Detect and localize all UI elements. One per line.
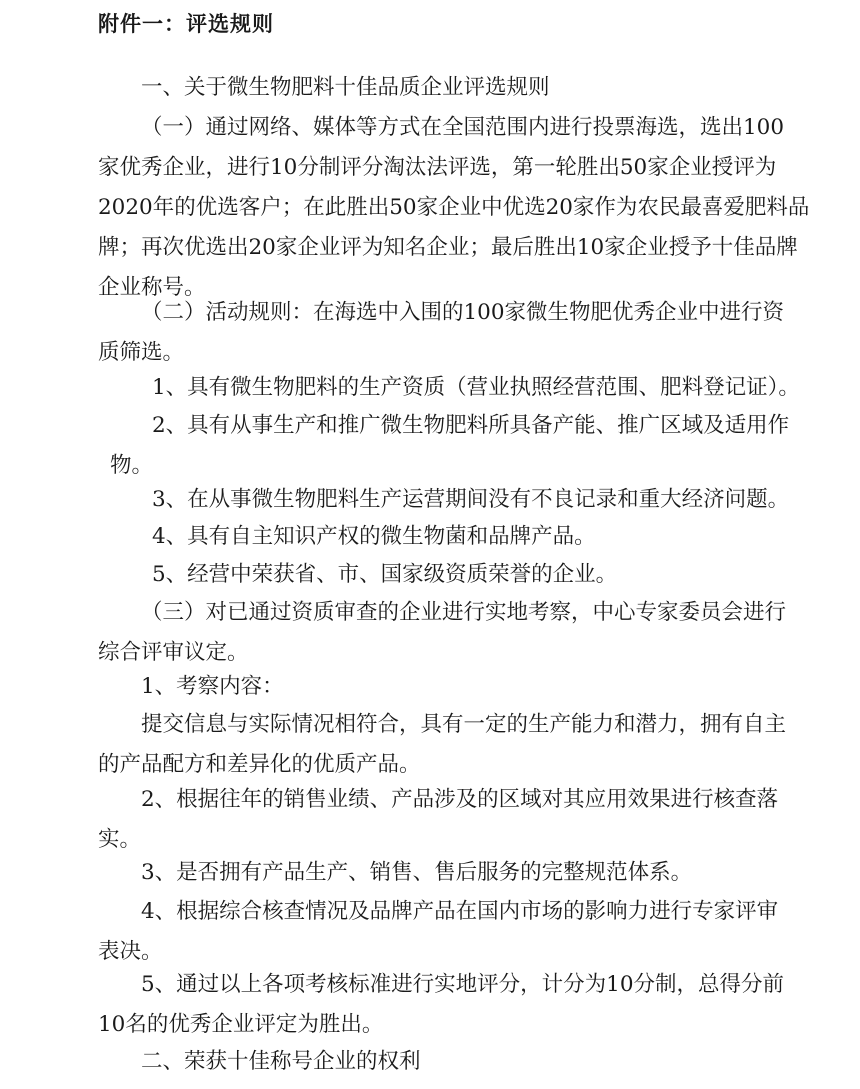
text-line: 1、考察内容： xyxy=(141,674,284,699)
text-line: 1、具有微生物肥料的生产资质（营业执照经营范围、肥料登记证）。 xyxy=(152,375,800,400)
paragraph xyxy=(98,293,798,373)
list-item xyxy=(98,965,798,1045)
text-line: （三）对已通过资质审查的企业进行实地考察，中心专家委员会进行 xyxy=(141,600,787,625)
text-line: 3、是否拥有产品生产、销售、售后服务的完整规范体系。 xyxy=(141,860,693,885)
text-line: 2、具有从事生产和推广微生物肥料所具备产能、推广区域及适用作 xyxy=(152,413,790,438)
text-line: 10名的优秀企业评定为胜出。 xyxy=(98,1012,384,1037)
text-line: 4、具有自主知识产权的微生物菌和品牌产品。 xyxy=(152,524,596,549)
section-heading xyxy=(98,68,798,108)
text-line: 企业称号。 xyxy=(98,275,206,300)
text-line: （一）通过网络、媒体等方式在全国范围内进行投票海选，选出100 xyxy=(141,115,785,140)
text-line: 物。 xyxy=(110,453,154,478)
text-line: 一、关于微生物肥料十佳品质企业评选规则 xyxy=(141,75,550,100)
list-item xyxy=(98,780,798,860)
list-item xyxy=(98,853,798,893)
text-line: 2020年的优选客户；在此胜出50家企业中优选20家作为农民最喜爱肥料品 xyxy=(98,195,810,220)
paragraph xyxy=(98,705,798,785)
text-line: 5、经营中荣获省、市、国家级资质荣誉的企业。 xyxy=(152,562,618,587)
paragraph xyxy=(98,108,810,308)
list-item xyxy=(98,368,798,408)
text-line: 5、通过以上各项考核标准进行实地评分，计分为10分制，总得分前 xyxy=(141,972,785,997)
text-line: 家优秀企业，进行10分制评分淘汰法评选，第一轮胜出50家企业授评为 xyxy=(98,155,777,180)
list-item xyxy=(98,667,798,707)
text-line: 2、根据往年的销售业绩、产品涉及的区域对其应用效果进行核查落 xyxy=(141,787,779,812)
paragraph xyxy=(98,593,798,673)
list-item xyxy=(98,555,798,595)
list-item xyxy=(98,517,798,557)
text-line: 3、在从事微生物肥料生产运营期间没有不良记录和重大经济问题。 xyxy=(152,487,790,512)
section-heading xyxy=(98,1042,798,1082)
text-line: 综合评审议定。 xyxy=(98,640,249,665)
list-item xyxy=(98,406,798,486)
text-line: （二）活动规则：在海选中入围的100家微生物肥优秀企业中进行资 xyxy=(141,300,785,325)
text-line: 的产品配方和差异化的优质产品。 xyxy=(98,752,421,777)
text-line: 实。 xyxy=(98,827,142,852)
text-line: 提交信息与实际情况相符合，具有一定的生产能力和潜力，拥有自主 xyxy=(141,712,787,737)
text-line: 二、荣获十佳称号企业的权利 xyxy=(141,1049,421,1074)
text-line: 质筛选。 xyxy=(98,340,185,365)
list-item xyxy=(98,480,798,520)
text-line: 表决。 xyxy=(98,939,163,964)
list-item xyxy=(98,892,798,972)
text-line: 4、根据综合核查情况及品牌产品在国内市场的影响力进行专家评审 xyxy=(141,899,779,924)
text-line: 牌；再次优选出20家企业评为知名企业；最后胜出10家企业授予十佳品牌 xyxy=(98,235,798,260)
document-title: 附件一：评选规则 xyxy=(98,12,274,36)
